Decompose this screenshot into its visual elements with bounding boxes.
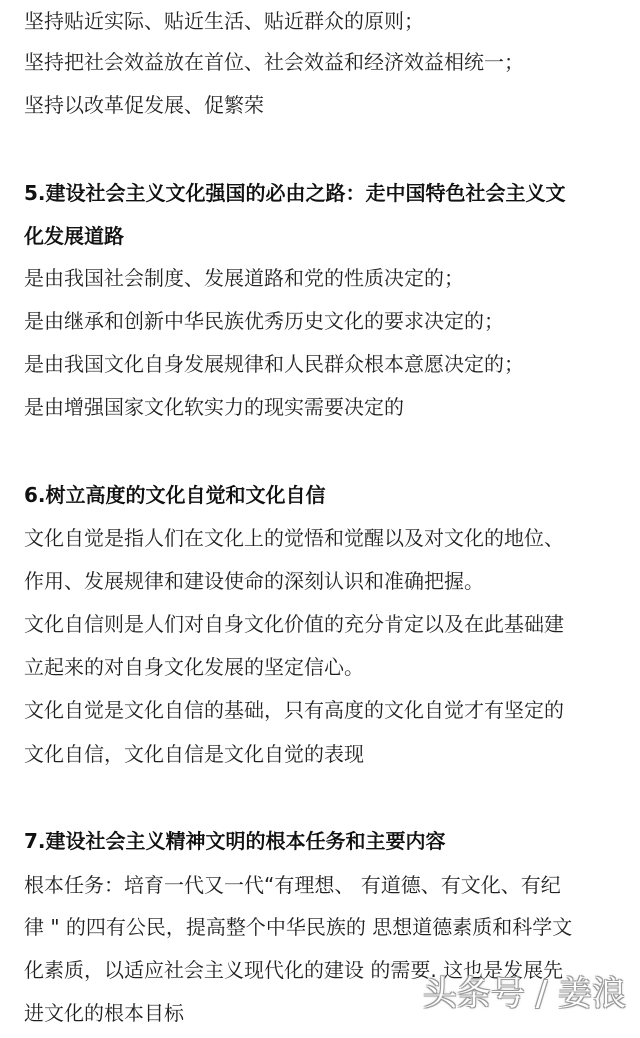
intro-line-3: 坚持以改革促发展、促繁荣 [24,93,264,117]
section6-line-1: 文化自觉是指人们在文化上的觉悟和觉醒以及对文化的地位、 [24,526,564,550]
section5-title-line-2: 化发展道路 [24,224,124,248]
section5-line-4: 是由增强国家文化软实力的现实需要决定的 [24,395,404,419]
section7-title: 7.建设社会主义精神文明的根本任务和主要内容 [24,829,446,853]
section5-line-2: 是由继承和创新中华民族优秀历史文化的要求决定的； [24,309,504,333]
section5-line-1: 是由我国社会制度、发展道路和党的性质决定的； [24,266,464,290]
section5-line-3: 是由我国文化自身发展规律和人民群众根本意愿决定的； [24,352,524,376]
section7-line-3: 化素质，以适应社会主义现代化的建设 的需要. 这也是发展先 [24,958,564,982]
section6-line-4: 立起来的对自身文化发展的坚定信心。 [24,655,364,679]
section5-title-line-1: 5.建设社会主义文化强国的必由之路：走中国特色社会主义文 [24,181,566,205]
section7-line-4: 进文化的根本目标 [24,1001,184,1025]
section6-line-2: 作用、发展规律和建设使命的深刻认识和准确把握。 [24,569,484,593]
section7-line-2: 律 " 的四有公民，提高整个中华民族的 思想道德素质和科学文 [24,915,573,939]
intro-line-2: 坚持把社会效益放在首位、社会效益和经济效益相统一； [24,50,524,74]
section6-line-3: 文化自信则是人们对自身文化价值的充分肯定以及在此基础建 [24,612,564,636]
section6-title: 6.树立高度的文化自觉和文化自信 [24,483,326,507]
intro-line-1: 坚持贴近实际、贴近生活、贴近群众的原则； [24,9,424,33]
section7-line-1: 根本任务：培育一代又一代“有理想、 有道德、有文化、有纪 [24,873,561,897]
section6-line-6: 文化自信，文化自信是文化自觉的表现 [24,742,364,766]
watermark: 头条号 / 姜浪 [422,974,626,1014]
section6-line-5: 文化自觉是文化自信的基础，只有高度的文化自觉才有坚定的 [24,698,564,722]
